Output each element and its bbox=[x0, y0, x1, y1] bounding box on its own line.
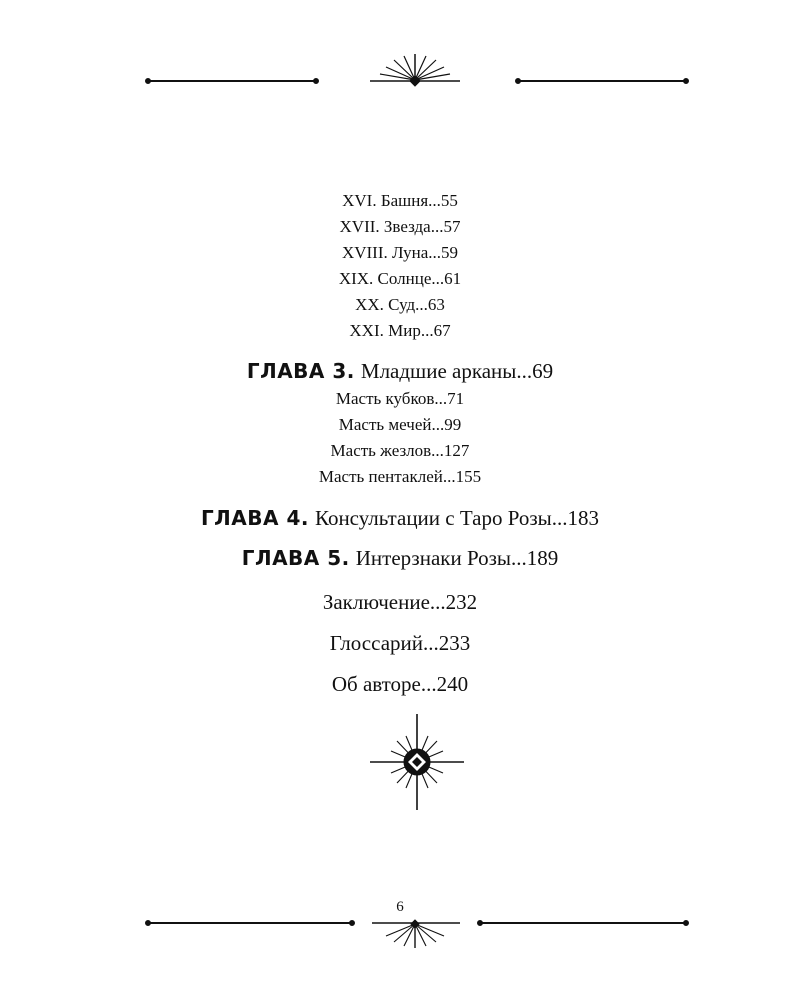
chapter-label: ГЛАВА 3. bbox=[246, 359, 355, 383]
chapter-label: ГЛАВА 5. bbox=[241, 546, 350, 570]
toc-entry: Масть пентаклей...155 bbox=[318, 467, 482, 486]
toc-entry: XVII. Звезда...57 bbox=[339, 217, 461, 236]
chapter-5-heading bbox=[0, 546, 800, 571]
chapter-4-heading bbox=[0, 506, 800, 531]
chapter-title: Консультации с Таро Розы...183 bbox=[314, 506, 600, 530]
top-ornament bbox=[0, 40, 800, 120]
toc-about-author: Об авторе...240 bbox=[331, 672, 469, 696]
toc-entry: XX. Суд...63 bbox=[355, 295, 445, 314]
toc-glossary: Глоссарий...233 bbox=[329, 631, 471, 655]
toc-entry: XVIII. Луна...59 bbox=[341, 243, 459, 262]
toc-conclusion: Заключение...232 bbox=[322, 590, 478, 614]
toc-entry: XIX. Солнце...61 bbox=[338, 269, 462, 288]
toc-entry: Масть жезлов...127 bbox=[330, 441, 470, 460]
toc-entry: XVI. Башня...55 bbox=[342, 191, 458, 210]
page-number: 6 bbox=[396, 899, 404, 915]
toc-entry: Масть мечей...99 bbox=[338, 415, 462, 434]
toc-entry: Масть кубков...71 bbox=[335, 389, 465, 408]
toc-entry: XXI. Мир...67 bbox=[349, 321, 451, 340]
chapter-label: ГЛАВА 4. bbox=[200, 506, 309, 530]
chapter-title: Интерзнаки Розы...189 bbox=[355, 546, 559, 570]
chapter-3-heading bbox=[0, 359, 800, 384]
star-ornament bbox=[0, 712, 800, 812]
chapter-title: Младшие арканы...69 bbox=[360, 359, 554, 383]
